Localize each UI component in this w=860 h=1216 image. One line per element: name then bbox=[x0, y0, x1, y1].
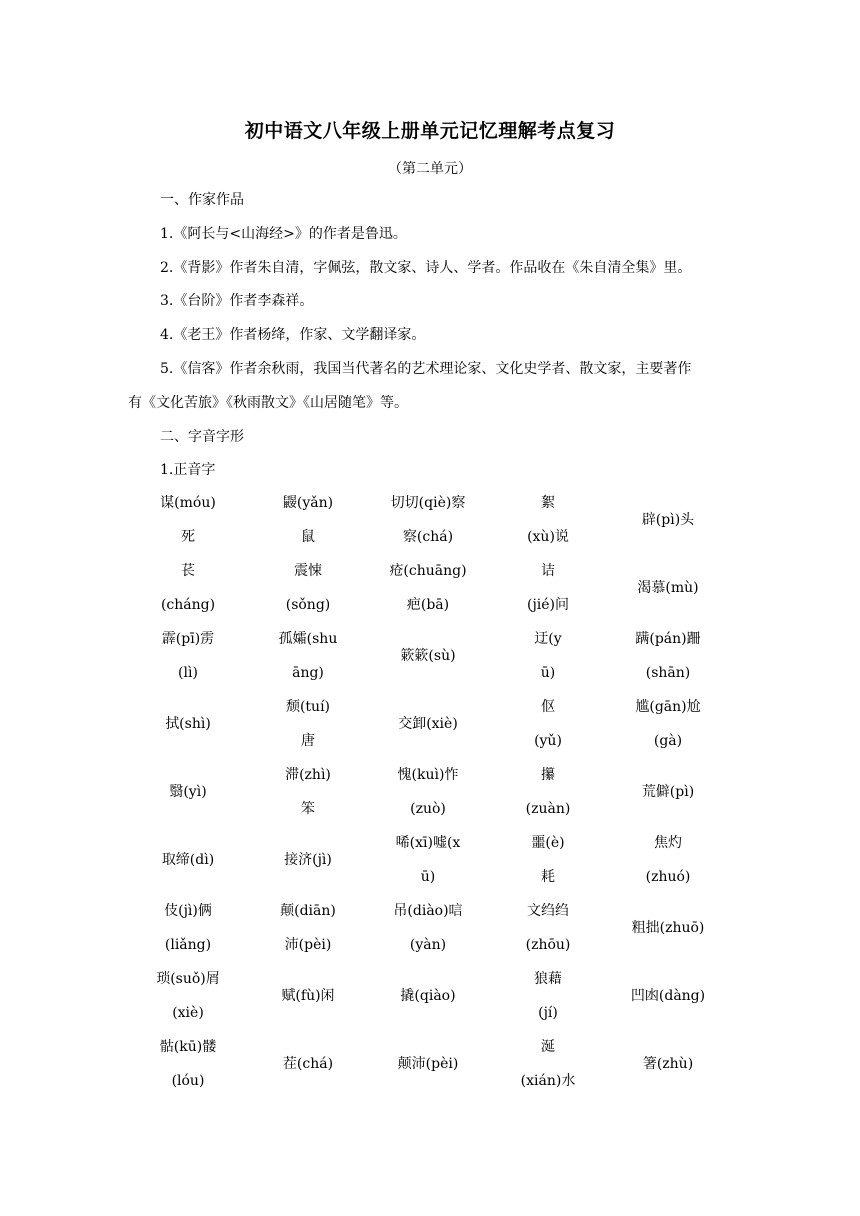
cell-text-line: (shān) bbox=[645, 665, 691, 681]
table-cell bbox=[608, 758, 728, 826]
cell-text-line: 伛 bbox=[541, 699, 555, 715]
table-cell bbox=[608, 1030, 728, 1098]
author-item-3: 3.《台阶》作者李森祥。 bbox=[160, 293, 314, 309]
cell-text-line: 愧(kuì)怍 bbox=[397, 767, 459, 783]
table-cell bbox=[368, 962, 488, 1030]
cell-text-line: 翳(yì) bbox=[169, 784, 207, 800]
table-cell bbox=[368, 894, 488, 962]
cell-text-line: 攥 bbox=[541, 767, 555, 783]
cell-text-line: 谋(móu) bbox=[160, 495, 216, 511]
section-heading-pronunciation: 二、字音字形 bbox=[160, 429, 244, 445]
cell-text-line: 沛(pèi) bbox=[284, 937, 332, 953]
author-item-1: 1.《阿长与<山海经>》的作者是鲁迅。 bbox=[160, 226, 407, 242]
table-cell bbox=[608, 962, 728, 1030]
cell-text-line: 狼藉 bbox=[534, 971, 562, 987]
cell-text-line: (yàn) bbox=[409, 937, 447, 953]
cell-text-line: 撬(qiào) bbox=[400, 988, 456, 1004]
author-item-5-continued: 有《文化苦旅》《秋雨散文》《山居随笔》等。 bbox=[128, 395, 408, 411]
cell-text-line: 文绉绉 bbox=[527, 903, 569, 919]
table-cell bbox=[368, 554, 488, 622]
cell-text-line: ū) bbox=[420, 869, 436, 885]
cell-text-line: (xián)水 bbox=[520, 1073, 576, 1089]
cell-text-line: (yǔ) bbox=[534, 733, 562, 749]
cell-text-line: 蹒(pán)跚 bbox=[635, 631, 701, 647]
cell-text-line: 茬(chá) bbox=[282, 1056, 334, 1072]
cell-text-line: (liǎng) bbox=[164, 937, 212, 953]
subsection-heading-correct-pronunciation: 1.正音字 bbox=[160, 462, 216, 478]
table-cell bbox=[368, 826, 488, 894]
cell-text-line: (xiè) bbox=[172, 1005, 204, 1021]
cell-text-line: 骷(kū)髅 bbox=[159, 1039, 217, 1055]
cell-text-line: 苌 bbox=[181, 563, 195, 579]
table-cell bbox=[128, 826, 248, 894]
cell-text-line: 耗 bbox=[541, 869, 555, 885]
cell-text-line: 尴(gān)尬 bbox=[635, 699, 701, 715]
cell-text-line: 震悚 bbox=[294, 563, 322, 579]
table-cell bbox=[608, 826, 728, 894]
table-cell bbox=[128, 690, 248, 758]
table-row bbox=[128, 962, 728, 1030]
cell-text-line: 粗拙(zhuō) bbox=[631, 920, 705, 936]
cell-text-line: 琐(suǒ)屑 bbox=[156, 971, 220, 987]
table-cell bbox=[128, 622, 248, 690]
table-cell bbox=[488, 1030, 608, 1098]
cell-text-line: (jié)问 bbox=[526, 597, 570, 613]
cell-text-line: 涎 bbox=[541, 1039, 555, 1055]
cell-text-line: 箸(zhù) bbox=[642, 1056, 694, 1072]
table-cell bbox=[488, 758, 608, 826]
author-item-2: 2.《背影》作者朱自清，字佩弦，散文家、诗人、学者。作品收在《朱自清全集》里。 bbox=[160, 260, 692, 276]
cell-text-line: 凹凼(dàng) bbox=[630, 988, 706, 1004]
cell-text-line: 取缔(dì) bbox=[161, 852, 215, 868]
table-row bbox=[128, 690, 728, 758]
cell-text-line: 荒僻(pì) bbox=[641, 784, 695, 800]
table-row bbox=[128, 894, 728, 962]
table-cell bbox=[488, 826, 608, 894]
table-cell bbox=[368, 486, 488, 554]
cell-text-line: (xù)说 bbox=[527, 529, 569, 545]
cell-text-line: 察(chá) bbox=[402, 529, 454, 545]
table-cell bbox=[248, 622, 368, 690]
cell-text-line: 鼹(yǎn) bbox=[282, 495, 334, 511]
cell-text-line: 迂(y bbox=[534, 631, 562, 647]
cell-text-line: 颠(diān) bbox=[280, 903, 336, 919]
cell-text-line: (sǒng) bbox=[285, 597, 331, 613]
table-cell bbox=[488, 962, 608, 1030]
table-cell bbox=[608, 690, 728, 758]
table-row bbox=[128, 758, 728, 826]
table-cell bbox=[248, 758, 368, 826]
table-cell bbox=[368, 758, 488, 826]
cell-text-line: 接济(jì) bbox=[284, 852, 332, 868]
cell-text-line: 吊(diào)唁 bbox=[393, 903, 463, 919]
table-cell bbox=[488, 622, 608, 690]
cell-text-line: (jí) bbox=[538, 1005, 558, 1021]
table-cell bbox=[128, 554, 248, 622]
table-cell bbox=[128, 1030, 248, 1098]
page-subtitle: （第二单元） bbox=[388, 161, 472, 177]
cell-text-line: 霹(pī)雳 bbox=[161, 631, 215, 647]
table-cell bbox=[248, 554, 368, 622]
page-title: 初中语文八年级上册单元记忆理解考点复习 bbox=[244, 120, 616, 142]
cell-text-line: 颠沛(pèi) bbox=[397, 1056, 459, 1072]
table-cell bbox=[128, 962, 248, 1030]
cell-text-line: 簌簌(sù) bbox=[400, 648, 456, 664]
table-cell bbox=[248, 826, 368, 894]
table-cell bbox=[368, 622, 488, 690]
table-cell bbox=[608, 622, 728, 690]
cell-text-line: (lì) bbox=[178, 665, 198, 681]
cell-text-line: āng) bbox=[292, 665, 324, 681]
table-cell bbox=[128, 758, 248, 826]
table-cell bbox=[608, 554, 728, 622]
table-row bbox=[128, 554, 728, 622]
table-cell bbox=[368, 690, 488, 758]
table-cell bbox=[488, 690, 608, 758]
cell-text-line: 辟(pì)头 bbox=[641, 512, 695, 528]
cell-text-line: 噩(è) bbox=[531, 835, 565, 851]
table-cell bbox=[608, 486, 728, 554]
cell-text-line: 颓(tuí) bbox=[285, 699, 331, 715]
table-row bbox=[128, 486, 728, 554]
table-cell bbox=[488, 554, 608, 622]
cell-text-line: 笨 bbox=[301, 801, 315, 817]
cell-text-line: (zuò) bbox=[410, 801, 446, 817]
cell-text-line: 切切(qiè)察 bbox=[390, 495, 466, 511]
table-cell bbox=[248, 894, 368, 962]
cell-text-line: 絮 bbox=[541, 495, 555, 511]
cell-text-line: 唏(xī)嘘(x bbox=[395, 835, 461, 851]
table-cell bbox=[608, 894, 728, 962]
cell-text-line: (zhōu) bbox=[525, 937, 571, 953]
cell-text-line: (gà) bbox=[653, 733, 683, 749]
cell-text-line: 交卸(xiè) bbox=[398, 716, 458, 732]
cell-text-line: 焦灼 bbox=[654, 835, 682, 851]
cell-text-line: 诘 bbox=[541, 563, 555, 579]
pronunciation-table bbox=[128, 486, 728, 1098]
cell-text-line: 鼠 bbox=[301, 529, 315, 545]
table-row bbox=[128, 622, 728, 690]
cell-text-line: 疤(bā) bbox=[406, 597, 450, 613]
cell-text-line: 伎(jì)俩 bbox=[164, 903, 212, 919]
cell-text-line: 唐 bbox=[301, 733, 315, 749]
cell-text-line: (zhuó) bbox=[645, 869, 691, 885]
table-cell bbox=[368, 1030, 488, 1098]
cell-text-line: 滞(zhì) bbox=[285, 767, 331, 783]
table-row bbox=[128, 1030, 728, 1098]
cell-text-line: (cháng) bbox=[160, 597, 216, 613]
section-heading-authors: 一、作家作品 bbox=[160, 192, 244, 208]
cell-text-line: 死 bbox=[181, 529, 195, 545]
cell-text-line: 拭(shì) bbox=[165, 716, 211, 732]
cell-text-line: (lóu) bbox=[171, 1073, 205, 1089]
table-cell bbox=[488, 894, 608, 962]
author-item-4: 4.《老王》作者杨绛，作家、文学翻译家。 bbox=[160, 327, 426, 343]
cell-text-line: (zuàn) bbox=[525, 801, 571, 817]
table-cell bbox=[128, 486, 248, 554]
author-item-5: 5.《信客》作者余秋雨，我国当代著名的艺术理论家、文化史学者、散文家，主要著作 bbox=[160, 361, 692, 377]
table-cell bbox=[248, 486, 368, 554]
cell-text-line: 赋(fù)闲 bbox=[281, 988, 335, 1004]
cell-text-line: 疮(chuāng) bbox=[389, 563, 467, 579]
table-cell bbox=[128, 894, 248, 962]
table-cell bbox=[488, 486, 608, 554]
table-row bbox=[128, 826, 728, 894]
table-cell bbox=[248, 962, 368, 1030]
table-cell bbox=[248, 1030, 368, 1098]
cell-text-line: ū) bbox=[540, 665, 556, 681]
table-cell bbox=[248, 690, 368, 758]
cell-text-line: 渴慕(mù) bbox=[637, 580, 699, 596]
cell-text-line: 孤孀(shu bbox=[278, 631, 338, 647]
